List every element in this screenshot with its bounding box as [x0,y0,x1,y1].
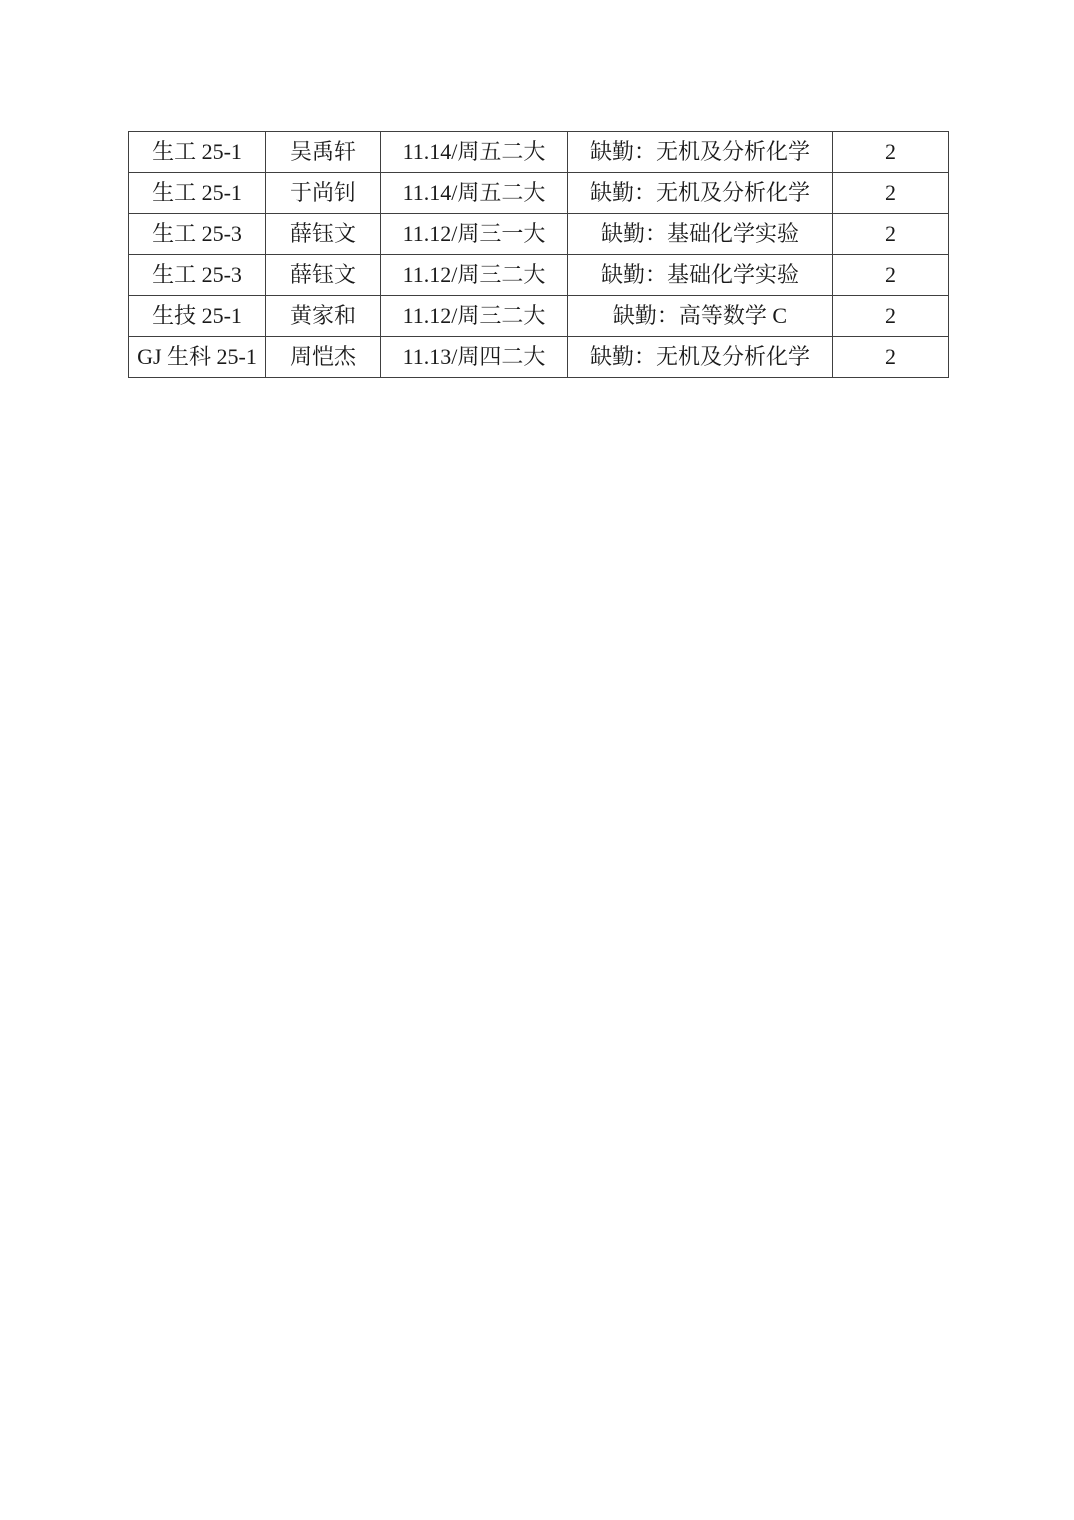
note-section [165,480,918,493]
table-cell-absence: 缺勤：无机及分析化学 [568,132,833,173]
table-row [129,173,949,214]
table-cell-date-session: 11.14/周五二大 [381,132,568,173]
table-cell-student-name: 黄家和 [266,296,381,337]
table-row [129,132,949,173]
table-cell-class-name: 生工 25-1 [129,132,266,173]
table-row [129,296,949,337]
table-cell-student-name: 吴禹轩 [266,132,381,173]
attendance-table-body [129,132,949,378]
table-cell-student-name: 周恺杰 [266,337,381,378]
table-cell-class-name: 生工 25-1 [129,173,266,214]
attendance-table [128,131,949,378]
table-cell-date-session: 11.14/周五二大 [381,173,568,214]
table-cell-class-name: 生工 25-3 [129,255,266,296]
table-cell-count: 2 [833,337,949,378]
table-row [129,255,949,296]
table-cell-class-name: GJ 生科 25-1 [129,337,266,378]
table-cell-student-name: 薛钰文 [266,214,381,255]
table-cell-date-session: 11.12/周三二大 [381,296,568,337]
table-cell-student-name: 薛钰文 [266,255,381,296]
table-cell-class-name: 生技 25-1 [129,296,266,337]
table-cell-count: 2 [833,296,949,337]
table-row [129,214,949,255]
table-cell-count: 2 [833,214,949,255]
table-cell-date-session: 11.12/周三二大 [381,255,568,296]
table-cell-absence: 缺勤：高等数学 C [568,296,833,337]
table-cell-count: 2 [833,255,949,296]
table-cell-absence: 缺勤：无机及分析化学 [568,337,833,378]
table-cell-class-name: 生工 25-3 [129,214,266,255]
table-cell-date-session: 11.13/周四二大 [381,337,568,378]
table-cell-count: 2 [833,132,949,173]
table-cell-absence: 缺勤：无机及分析化学 [568,173,833,214]
table-row [129,337,949,378]
table-cell-absence: 缺勤：基础化学实验 [568,255,833,296]
table-cell-date-session: 11.12/周三一大 [381,214,568,255]
table-cell-absence: 缺勤：基础化学实验 [568,214,833,255]
table-cell-student-name: 于尚钊 [266,173,381,214]
table-cell-count: 2 [833,173,949,214]
